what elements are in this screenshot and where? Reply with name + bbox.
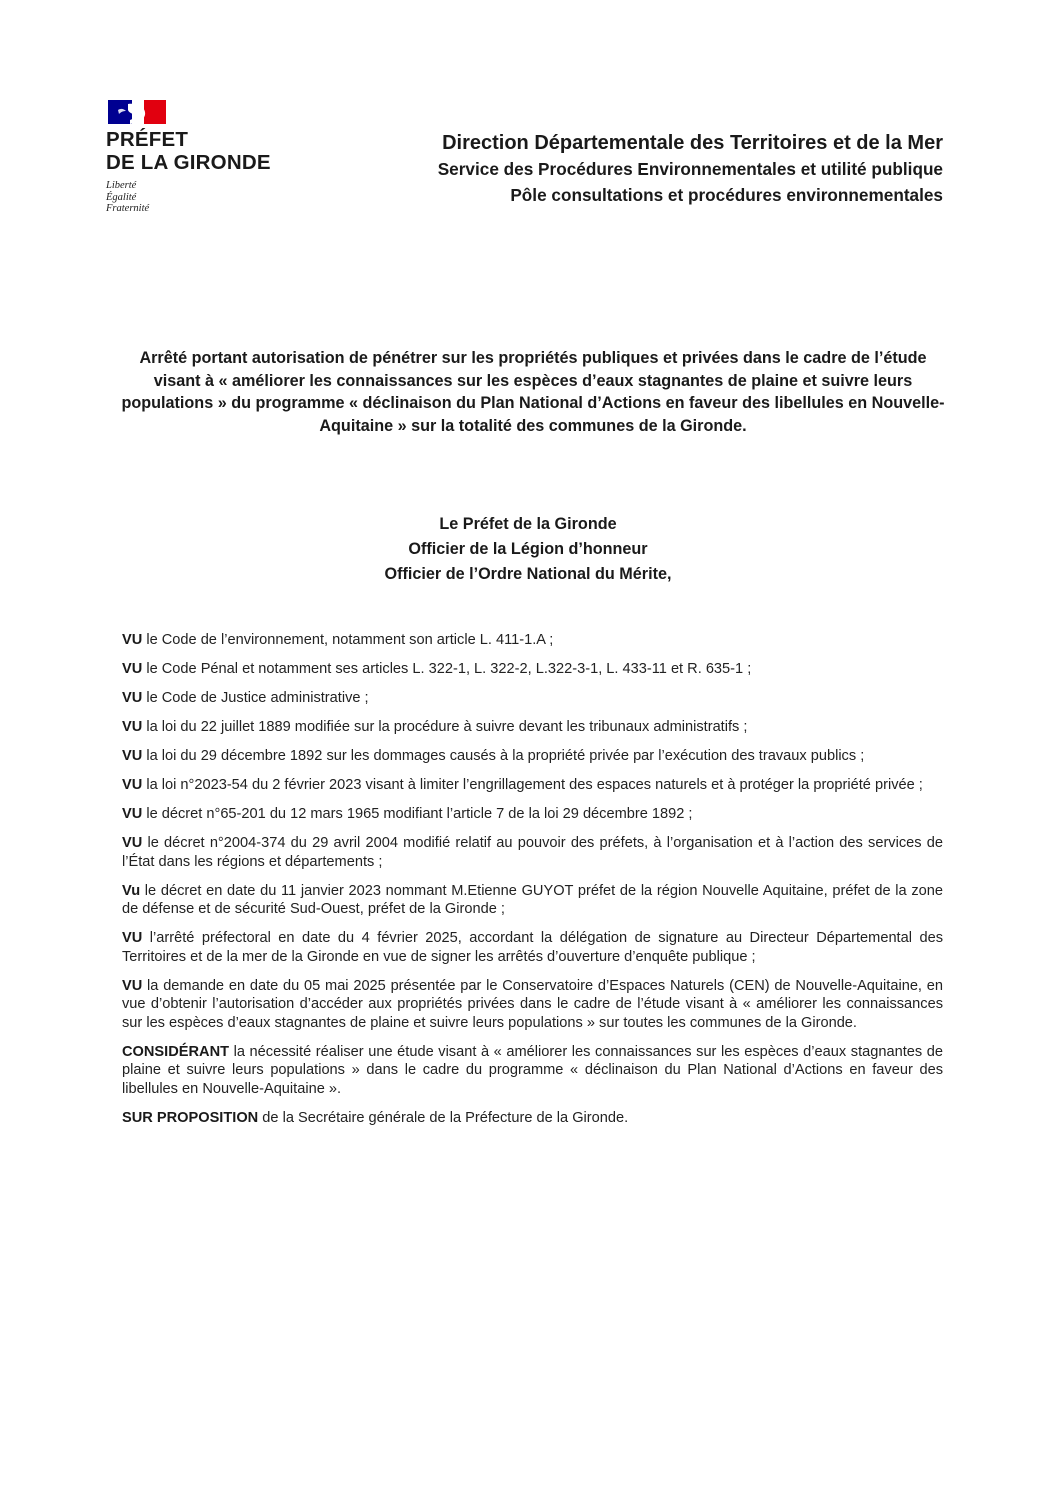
visa-keyword: VU — [122, 661, 143, 677]
visa-text: le décret n°2004-374 du 29 avril 2004 modifié relatif au pouvoir des préfets, à l’organisation et à l’action des services de l’État dans les régions et départements ; — [122, 835, 943, 870]
visa-item — [122, 631, 943, 650]
visa-item — [122, 882, 943, 919]
visa-text: la loi n°2023-54 du 2 février 2023 visant à limiter l’engrillagement des espaces naturels et à protéger la propriété privée ; — [142, 777, 923, 793]
proposition-keyword: SUR PROPOSITION — [122, 1109, 259, 1126]
visa-item — [122, 776, 943, 795]
visa-text: le décret n°65-201 du 12 mars 1965 modifiant l’article 7 de la loi 29 décembre 1892 ; — [142, 806, 693, 822]
authority-block — [118, 512, 938, 587]
visa-keyword: Vu — [122, 882, 141, 899]
motto-egalite: Égalité — [106, 191, 137, 203]
visa-item — [122, 805, 943, 824]
decree-title: Arrêté portant autorisation de pénétrer sur les propriétés publiques et privées dans le cadre de l’étude visant à « améliorer les connaissances sur les espèces d’eaux stagnantes de plaine et suivre leurs populations » du programme « déclinaison du Plan National d’Actions en faveur des libellules en Nouvelle-Aquitaine » sur la totalité des communes de la Gironde. — [121, 349, 945, 435]
visa-text: le Code de l’environnement, notamment son article L. 411-1.A ; — [142, 632, 554, 648]
visa-text: l’arrêté préfectoral en date du 4 février 2025, accordant la délégation de signature au Directeur Départemental des Territoires et de la mer de la Gironde en vue de signer les arrêtés d’ouverture d’enquête publique ; — [122, 930, 943, 965]
visa-keyword: VU — [122, 835, 143, 851]
visa-keyword: VU — [122, 748, 143, 764]
visa-text: le Code Pénal et notamment ses articles L. 322-1, L. 322-2, L.322-3-1, L. 433-11 et R. 635-1 ; — [142, 661, 752, 677]
visa-keyword: VU — [122, 977, 143, 994]
motto-liberte: Liberté — [106, 180, 137, 191]
motto-fraternite: Fraternité — [106, 203, 150, 214]
direction-title: Direction Départementale des Territoires et de la Mer — [442, 132, 943, 154]
considerant-item — [122, 1043, 943, 1099]
authority-line: Officier de l’Ordre National du Mérite, — [384, 565, 672, 583]
visa-text: le décret en date du 11 janvier 2023 nommant M.Etienne GUYOT préfet de la région Nouvelle Aquitaine, préfet de la zone de défense et de sécurité Sud-Ouest, préfet de la Gironde ; — [122, 882, 943, 917]
visa-keyword: VU — [122, 806, 143, 822]
pole-name: Pôle consultations et procédures environnementales — [510, 185, 943, 205]
visa-keyword: VU — [122, 690, 143, 706]
considerant-text: la nécessité réaliser une étude visant à « améliorer les connaissances sur les espèces d’eaux stagnantes de plaine et suivre leurs populations » dans le cadre du programme « déclinaison du Plan National d’Actions en faveur des libellules en Nouvelle-Aquitaine ». — [122, 1043, 943, 1097]
visa-item — [122, 929, 943, 966]
visa-item — [122, 689, 943, 708]
visa-item — [122, 834, 943, 871]
visa-text: le Code de Justice administrative ; — [142, 690, 369, 706]
proposition-text: de la Secrétaire générale de la Préfecture de la Gironde. — [258, 1109, 629, 1126]
visa-item — [122, 977, 943, 1033]
visa-item — [122, 660, 943, 679]
service-name: Service des Procédures Environnementales et utilité publique — [437, 159, 943, 179]
authority-line: Officier de la Légion d’honneur — [408, 540, 648, 558]
proposition-item — [122, 1109, 943, 1128]
visa-list — [122, 631, 943, 1138]
visa-text: la loi du 29 décembre 1892 sur les dommages causés à la propriété privée par l’exécution des travaux publics ; — [142, 748, 865, 764]
visa-keyword: VU — [122, 632, 143, 648]
visa-keyword: VU — [122, 719, 143, 735]
visa-item — [122, 718, 943, 737]
logo-red-band — [144, 100, 166, 124]
issuing-department — [438, 130, 943, 208]
marianne-logo — [108, 100, 168, 124]
prefecture-block — [106, 128, 306, 215]
visa-text: la loi du 22 juillet 1889 modifiée sur la procédure à suivre devant les tribunaux administratifs ; — [142, 719, 748, 735]
prefet-line-2: DE LA GIRONDE — [106, 151, 271, 174]
visa-keyword: VU — [122, 930, 143, 946]
considerant-keyword: CONSIDÉRANT — [122, 1043, 230, 1060]
authority-line: Le Préfet de la Gironde — [439, 515, 617, 533]
republic-motto — [106, 180, 306, 215]
visa-keyword: VU — [122, 777, 143, 793]
visa-text: la demande en date du 05 mai 2025 présentée par le Conservatoire d’Espaces Naturels (CEN) de Nouvelle-Aquitaine, en vue d’obtenir l’autorisation d’accéder aux propriétés privées dans le cadre de l’étude visant à « améliorer les connaissances sur les espèces d’eaux stagnantes de plaine et suivre leurs populations » sur toutes les communes de la Gironde. — [122, 977, 943, 1031]
prefet-line-1: PRÉFET — [106, 128, 189, 151]
visa-item — [122, 747, 943, 766]
